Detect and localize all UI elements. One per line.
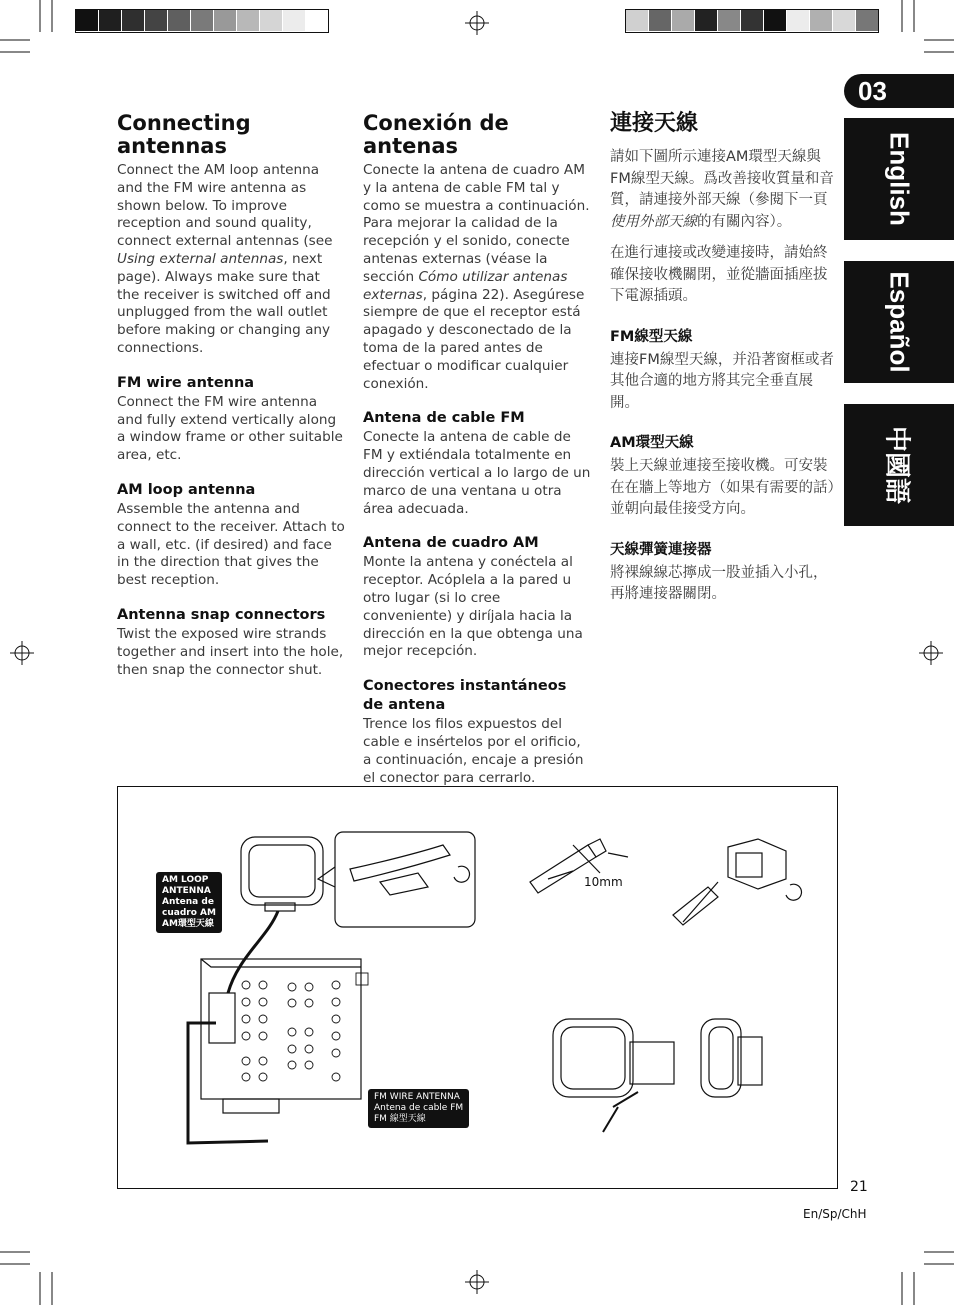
chinese-snap-heading: 天線彈簧連接器 xyxy=(610,541,712,558)
color-swatch xyxy=(122,10,144,31)
color-swatch xyxy=(306,10,328,31)
color-swatch xyxy=(76,10,98,31)
english-am-text: Assemble the antenna and connect to the receiver. Attach to a wall, etc. (if desired) and face in the direction that gives the best reception. xyxy=(117,500,345,589)
english-title: Connecting antennas xyxy=(117,111,251,158)
color-swatch xyxy=(191,10,213,31)
spanish-intro: Conecte la antena de cuadro AM y la antena de cable FM tal y como se muestra a continuación. Para mejorar la calidad de la recepción y el sonido, conecte antenas externas (véase la sección Cómo utilizar antenas externas, página 22). Asegúrese siempre de que el receptor está apagado y desconectado de la toma de la pared antes de efectuar o modificar cualquier conexión. xyxy=(363,162,590,392)
chinese-snap-text: 將裸線線芯擰成一股並插入小孔，再將連接器關閉。 xyxy=(610,564,828,602)
color-swatch xyxy=(695,10,717,31)
chapter-badge: 03 xyxy=(844,74,954,108)
chinese-title: 連接天線 xyxy=(610,111,699,136)
color-swatch xyxy=(856,10,878,31)
english-fm-heading: FM wire antenna xyxy=(117,374,255,391)
antenna-illustration xyxy=(118,787,837,1188)
chinese-fm-heading: FM線型天線 xyxy=(610,328,693,345)
color-swatch xyxy=(741,10,763,31)
color-swatch xyxy=(764,10,786,31)
color-swatch xyxy=(649,10,671,31)
tab-english: English xyxy=(844,118,954,240)
english-column xyxy=(117,112,345,679)
color-swatch xyxy=(283,10,305,31)
color-swatch xyxy=(168,10,190,31)
english-snap-heading: Antenna snap connectors xyxy=(117,606,326,623)
chinese-fm-text: 連接FM線型天線，并沿著窗框或者其他合適的地方將其完全垂直展開。 xyxy=(610,351,834,411)
color-swatch xyxy=(626,10,648,31)
chinese-intro: 請如下圖所示連接AM環型天線與FM線型天線。爲改善接收質量和音質，請連接外部天線（參閱下一頁使用外部天線的有關內容）。 xyxy=(610,149,834,230)
color-bar-right xyxy=(625,9,879,33)
color-bar-left xyxy=(75,9,329,33)
spanish-fm-heading: Antena de cable FM xyxy=(363,410,525,427)
color-swatch xyxy=(214,10,236,31)
color-swatch xyxy=(718,10,740,31)
english-snap-text: Twist the exposed wire strands together and insert into the hole, then snap the connector shut. xyxy=(117,625,344,678)
page-code: En/Sp/ChH xyxy=(803,1207,867,1221)
color-swatch xyxy=(833,10,855,31)
tab-espanol: Español xyxy=(844,261,954,383)
spanish-title: Conexión de antenas xyxy=(363,111,509,158)
spanish-column xyxy=(363,112,591,787)
color-swatch xyxy=(787,10,809,31)
spanish-am-heading: Antena de cuadro AM xyxy=(363,535,539,552)
color-swatch xyxy=(810,10,832,31)
color-swatch xyxy=(672,10,694,31)
spanish-fm-text: Conecte la antena de cable de FM y extiéndala totalmente en dirección vertical a lo largo de un marco de una ventana u otra área adecuada. xyxy=(363,429,591,517)
chinese-column xyxy=(610,112,838,616)
strip-length-label: 10mm xyxy=(584,875,623,889)
am-antenna-label: AM LOOP ANTENNA Antena de cuadro AM AM環型天線 xyxy=(156,872,222,933)
color-swatch xyxy=(99,10,121,31)
color-swatch xyxy=(237,10,259,31)
spanish-snap-heading: Conectores instantáneos de antena xyxy=(363,678,567,714)
antenna-figure xyxy=(117,786,838,1189)
chinese-intro-2: 在進行連接或改變連接時，請始終確保接收機關閉，並從牆面插座拔下電源插頭。 xyxy=(610,245,828,304)
page-number: 21 xyxy=(850,1179,868,1195)
color-swatch xyxy=(145,10,167,31)
color-swatch xyxy=(260,10,282,31)
english-am-heading: AM loop antenna xyxy=(117,481,256,498)
fm-antenna-label: FM WIRE ANTENNA Antena de cable FM FM 線型天線 xyxy=(368,1089,469,1128)
spanish-am-text: Monte la antena y conéctela al receptor. Acóplela a la pared u otro lugar (si lo cree conveniente) y diríjala hacia la dirección en la que obtenga una mejor recepción. xyxy=(363,554,583,660)
tab-chinese: 中國語 xyxy=(844,404,954,526)
english-fm-text: Connect the FM wire antenna and fully extend vertically along a window frame or other suitable area, etc. xyxy=(117,393,343,464)
english-intro: Connect the AM loop antenna and the FM wire antenna as shown below. To improve reception and sound quality, connect external antennas (see Using external antennas, next page). Always make sure that the receiver is switched off and unplugged from the wall outlet before making or changing any connections. xyxy=(117,162,333,356)
chinese-am-heading: AM環型天線 xyxy=(610,435,694,451)
chinese-am-text: 裝上天線並連接至接收機。可安裝在在牆上等地方（如果有需要的話）並朝向最佳接受方向。 xyxy=(610,458,835,517)
spanish-snap-text: Trence los filos expuestos del cable e insértelos por el orificio, a continuación, encaje a presión el conector para cerrarlo. xyxy=(363,716,584,786)
